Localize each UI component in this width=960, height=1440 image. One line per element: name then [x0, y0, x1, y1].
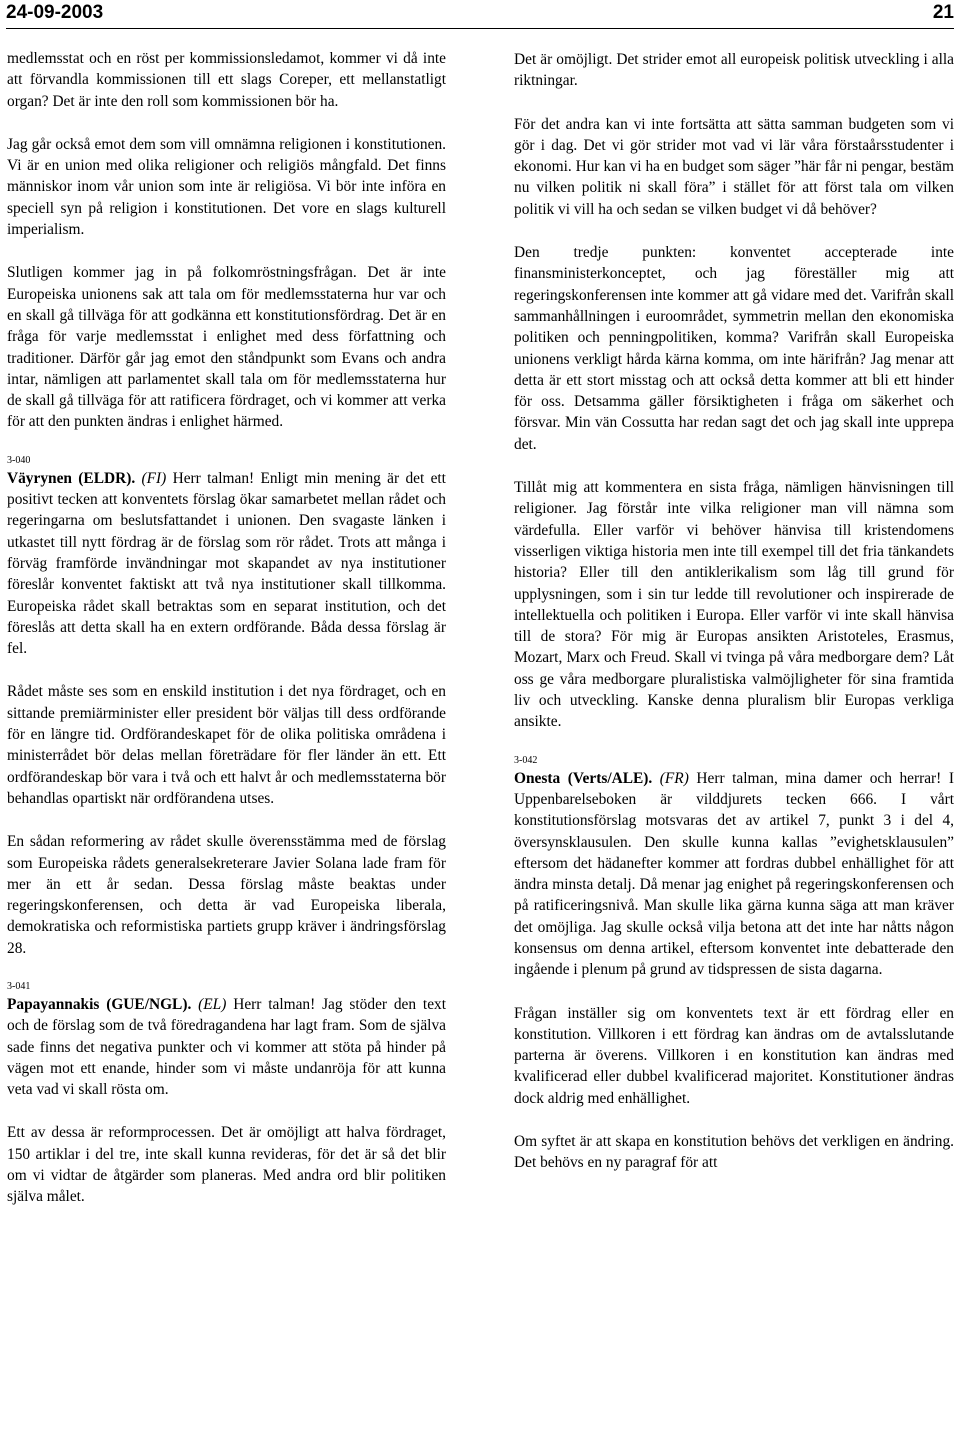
header-date: 24-09-2003: [6, 2, 104, 23]
page-header: [6, 2, 954, 29]
paragraph: Tillåt mig att kommentera en sista fråga, nämligen hänvisningen till religioner. Jag förstår inte vilka religioner man vill nämna som värdefulla. Eller varför vi behöver hänvisa till kristendomens visserligen viktiga historia men inte till exempel till det fria tänkandets historia? Eller till den antiklerikalism som låg till grund för upplysningen, som i sin tur ledde till revolutioner och inspirerade de intellektuella och politiken i Europa. Eller varför vi inte skall hänvisa till de stora? För mig är Europas ansikten Aristoteles, Erasmus, Mozart, Marx och Freud. Skall vi tvinga på våra medborgare dem? Låt oss ge våra medborgare pluralistiska valmöjligheter för sina framtida liv och utveckling. Kanske denna pluralism blir Europas verkliga ansikte.: [514, 479, 954, 731]
speech-paragraph: [7, 994, 446, 1100]
paragraph: medlemsstat och en röst per kommissionsledamot, kommer vi då inte att förvandla kommissionen till ett slags Coreper, ett mellanstatligt organ? Det är inte den roll som kommissionen bör ha.: [7, 50, 446, 110]
speech-text: Herr talman! Jag stöder den text och de förslag som de två föredragandena har lagt fram. Som de själva sade finns det negativa punkter och vi kommer att stöta på hinder på vägen mot ett enande, hinder som vi måste undanröja för att kunna veta vad vi skall rösta om.: [7, 995, 446, 1099]
paragraph: Ett av dessa är reformprocessen. Det är omöjligt att halva fördraget, 150 artiklar i del tre, inte skall kunna revideras, för det är så det blir om vi vidtar de åtgärder som planeras. Med andra ord blir politiken själva målet.: [7, 1124, 446, 1206]
paragraph: Frågan inställer sig om konventets text är ett fördrag eller en konstitution. Villkoren i ett fördrag kan ändras om de avtalsslutande parterna är överens. Villkoren i en konstitution kan ändras med kvalificerad eller dubbel kvalificerad majoritet. Konstitutioner ändras dock aldrig med enhällighet.: [514, 1004, 954, 1107]
right-column: [514, 49, 954, 1174]
speaker-name: Papayannakis (GUE/NGL).: [7, 995, 192, 1013]
language-tag: (FR): [659, 769, 689, 787]
left-column: [7, 48, 446, 1208]
speech-text: Herr talman, mina damer och herrar! I Uppenbarelseboken är vilddjurets tecken 666. I vårt konstitutionsförslag motsvaras det av artikel 7, punkt 3 i del 4, översynsklausulen. Den skulle kunna kallas ”evighetsklausulen” eftersom det hädanefter kommer att fordras dubbel enhällighet för att ändra minsta detalj. Då menar jag enighet på regeringskonferensen och på ratificeringsnivå. Man skulle lika gärna kunna säga att man kräver det omöjliga. Jag skulle också vilja betona att det inte har nåtts någon konsensus om denna artikel, eftersom konventet inte debatterade den ingående i plenum på grund av tidspressen de sista dagarna.: [514, 769, 954, 979]
paragraph: Jag går också emot dem som vill omnämna religionen i konstitutionen. Vi är en union med olika religioner och religiös mångfald. Det finns människor inom vår union som inte är religiösa. Vi bör inte införa en speciell syn på religion i konstitutionen. Det vore en slags kulturell imperialism.: [7, 135, 446, 239]
item-code: 3-041: [7, 980, 31, 992]
paragraph: För det andra kan vi inte fortsätta att sätta samman budgeten som vi gör i dag. Det vi gör strider mot vad vi lär våra förstaårsstudenter i ekonomi. Hur kan vi ha en budget som säger ”här får ni pengar, bestäm nu vilken politik ni skall föra” i stället för att först tala om vilken politik vi vill ha och sedan se vilken budget vi då behöver?: [514, 115, 954, 218]
item-code: 3-042: [514, 754, 538, 766]
speech-paragraph: [7, 468, 446, 660]
speaker-name: Väyrynen (ELDR).: [7, 469, 136, 487]
paragraph: En sådan reformering av rådet skulle överensstämma med de förslag som Europeiska rådets generalsekreterare Javier Solana lade fram för mer än ett år sedan. Dessa förslag måste beaktas under regeringskonferensen, och detta är vad Europeiska liberala, demokratiska och reformistiska partiets grupp kräver i ändringsförslag 28.: [7, 833, 446, 957]
paragraph: Det är omöjligt. Det strider emot all europeisk politisk utveckling i alla riktningar.: [514, 51, 954, 90]
speaker-name: Onesta (Verts/ALE).: [514, 769, 653, 787]
paragraph: Slutligen kommer jag in på folkomröstningsfrågan. Det är inte Europeiska unionens sak att tala om för medlemsstaterna hur var och en skall gå tillväga för att godkänna ett konstitutionsfördrag. Det är en fråga för varje medlemsstat i enlighet med dess författning och traditioner. Därför går jag emot den ståndpunkt som Evans och andra intar, nämligen att parlamentet skall tala om för medlemsstaterna hur de skall gå tillväga för att ratificera fördraget, och vi kommer att verka för att den punkten ändras i enlighet härmed.: [7, 264, 446, 431]
speech-paragraph: [514, 768, 954, 981]
paragraph: Rådet måste ses som en enskild institution i det nya fördraget, och en sittande premiärminister eller president bör väljas till dess ordförande för en längre tid. Ordförandeskapet för de olika politiska områdena i ministerrådet bör delas mellan företrädare för fler länder än ett. Ett ordförandeskap bör vara i två och ett halvt år och medlemsstaterna bör behandlas opartiskt när ordförandena utses.: [7, 683, 446, 807]
paragraph: Den tredje punkten: konventet accepterade inte finansministerkonceptet, och jag föreställer mig att regeringskonferensen inte kommer att gå vidare med det. Varifrån skall sammanhållningen i euroområdet, symmetrin mellan den ekonomiska politiken och penningpolitiken, komma? Varifrån skall Europeiska unionens verkligt hårda kärna komma, om inte härifrån? Jag menar att detta är ett stort misstag och att också detta kommer att bli ett hinder för oss. Detsamma gäller försiktigheten i fråga om säkerhet och försvar. Min vän Cossutta har redan sagt det och jag skall inte upprepa det.: [514, 244, 954, 453]
item-code: 3-040: [7, 454, 31, 466]
language-tag: (FI): [141, 469, 167, 487]
language-tag: (EL): [198, 995, 227, 1013]
paragraph: Om syftet är att skapa en konstitution behövs det verkligen en ändring. Det behövs en ny paragraf för att: [514, 1133, 954, 1172]
header-page-number: 21: [932, 2, 954, 23]
speech-text: Herr talman! Enligt min mening är det ett positivt tecken att konventets förslag ökar samarbetet mellan rådet och regeringarna om beslutsfattandet i unionen. Den svagaste länken i utkastet till nytt fördrag är de förslag som rör rådet. Trots att många i förväg framförde invändningar mot skapandet av nya institutioner föreslår konventet faktiskt att två nya institutioner skall tillkomma. Europeiska rådet skall betraktas som en separat institution, och det föreslås att detta skall ha en extern ordförande. Båda dessa förslag är fel.: [7, 469, 446, 658]
